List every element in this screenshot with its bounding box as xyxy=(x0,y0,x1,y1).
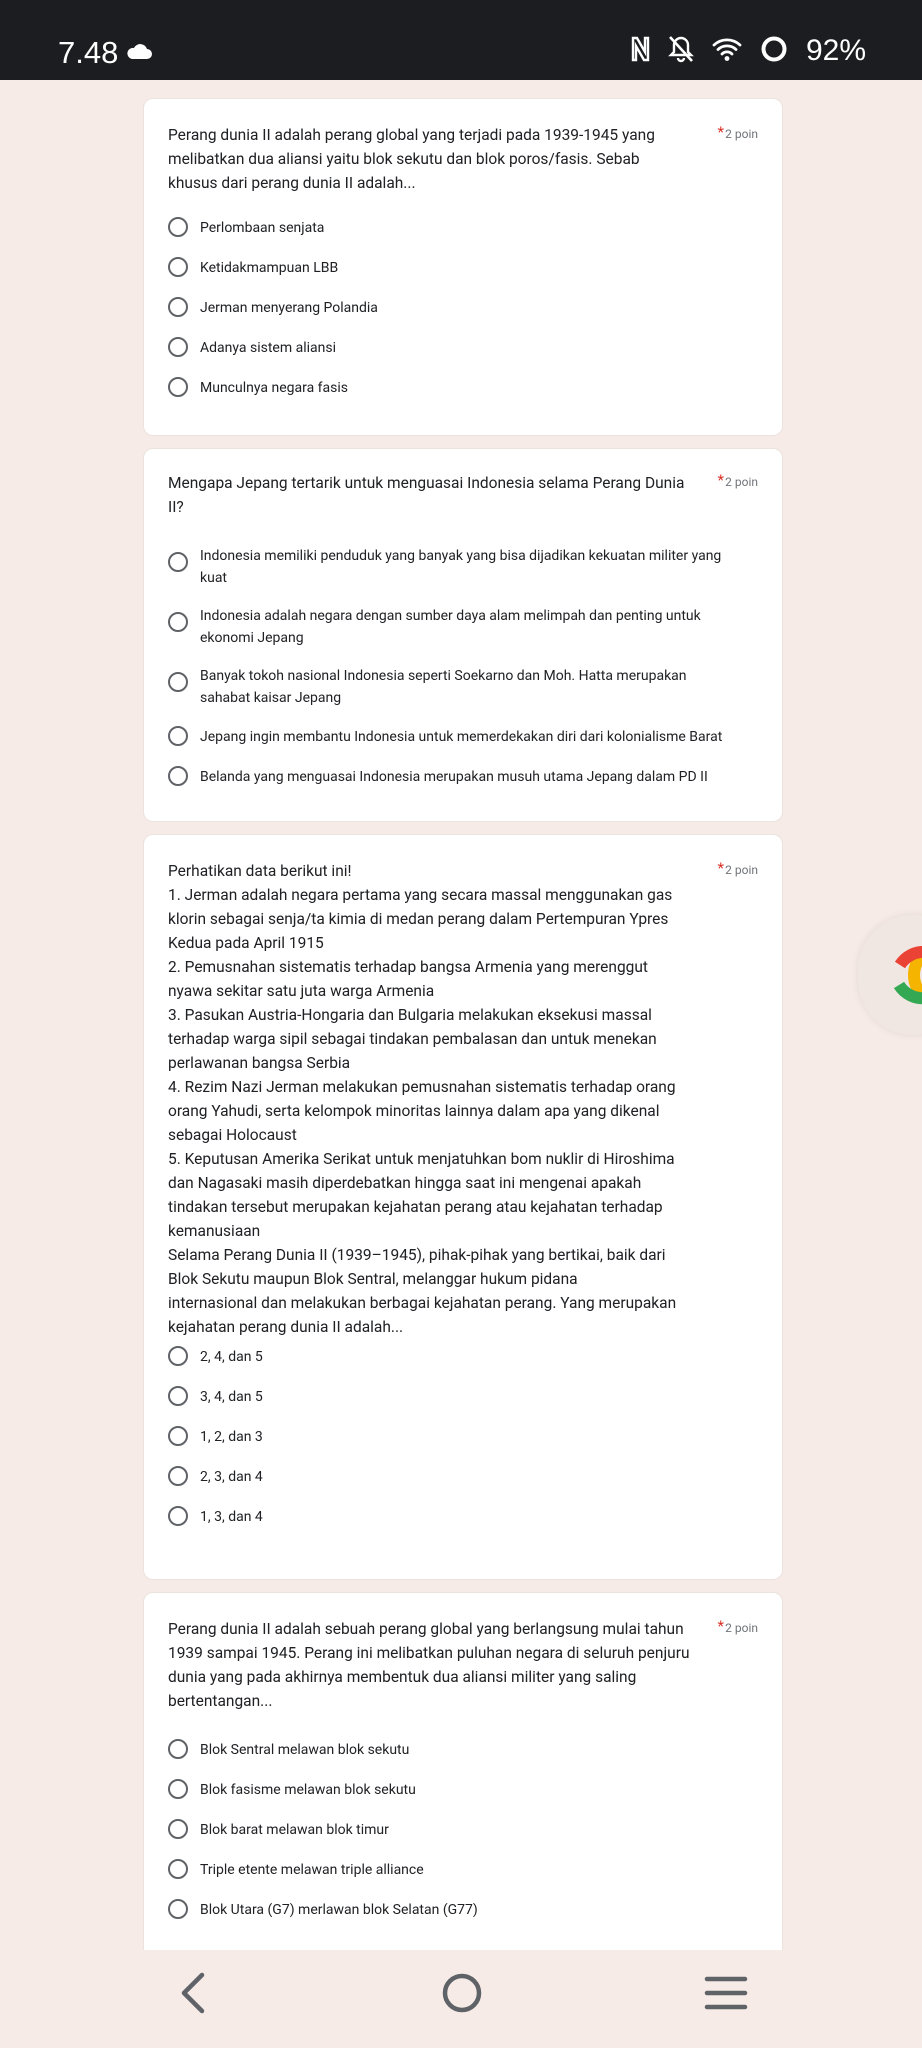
points-label: 2 poin xyxy=(725,127,758,141)
cloud-icon xyxy=(126,44,152,65)
radio-option[interactable] xyxy=(168,1899,758,1921)
radio-option[interactable] xyxy=(168,297,758,319)
option-label: Indonesia memiliki penduduk yang banyak yang bisa dijadikan kekuatan militer yang kuat xyxy=(200,548,722,586)
radio-option[interactable] xyxy=(168,1779,758,1801)
question-card xyxy=(143,448,783,822)
radio-button[interactable] xyxy=(168,297,188,317)
radio-option[interactable] xyxy=(168,1466,758,1488)
option-label: 1, 2, dan 3 xyxy=(200,1429,263,1445)
radio-button[interactable] xyxy=(168,766,188,786)
question-card xyxy=(143,98,783,436)
option-label: 1, 3, dan 4 xyxy=(200,1509,263,1525)
back-button[interactable] xyxy=(176,1972,212,2018)
radio-option[interactable] xyxy=(168,1346,758,1368)
question-text: Perang dunia II adalah perang global yang terjadi pada 1939-1945 yang melibatkan dua aliansi yaitu blok sekutu dan blok poros/fasis. Sebab khusus dari perang dunia II adalah... xyxy=(168,126,655,192)
radio-option[interactable] xyxy=(168,726,758,748)
radio-option[interactable] xyxy=(168,257,758,279)
option-label: Triple etente melawan triple alliance xyxy=(200,1862,424,1878)
option-label: Jepang ingin membantu Indonesia untuk memerdekakan diri dari kolonialisme Barat xyxy=(200,729,723,745)
question-text: Mengapa Jepang tertarik untuk menguasai Indonesia selama Perang Dunia II? xyxy=(168,474,685,516)
option-label: Belanda yang menguasai Indonesia merupakan musuh utama Jepang dalam PD II xyxy=(200,769,708,785)
radio-button[interactable] xyxy=(168,612,188,632)
option-label: Adanya sistem aliansi xyxy=(200,340,336,356)
option-label: Jerman menyerang Polandia xyxy=(200,300,378,316)
battery-percent: 92% xyxy=(805,34,866,67)
radio-button[interactable] xyxy=(168,1779,188,1799)
status-bar xyxy=(0,0,922,80)
radio-button[interactable] xyxy=(168,1899,188,1919)
points-label: 2 poin xyxy=(725,475,758,489)
radio-button[interactable] xyxy=(168,257,188,277)
radio-option[interactable] xyxy=(168,337,758,359)
radio-button[interactable] xyxy=(168,552,188,572)
points-label: 2 poin xyxy=(725,863,758,877)
question-text: Perhatikan data berikut ini! 1. Jerman adalah negara pertama yang secara massal menggunakan gas klorin sebagai senja/ta kimia di medan perang dalam Pertempuran Ypres Kedua pada April 1915 2. Pemusnahan sistematis terhadap bangsa Armenia yang merenggut nyawa sekitar satu juta warga Armenia 3. Pasukan Austria-Hongaria dan Bulgaria melakukan eksekusi massal terhadap warga sipil sebagai tindakan pembalasan dan untuk menekan perlawanan bangsa Serbia 4. Rezim Nazi Jerman melakukan pemusnahan sistematis terhadap orang orang Yahudi, serta kelompok minoritas lainnya dalam apa yang dikenal sebagai Holocaust 5. Keputusan Amerika Serikat untuk menjatuhkan bom nuklir di Hiroshima dan Nagasaki masih diperdebatkan hingga saat ini mengenai apakah tindakan tersebut merupakan kejahatan perang atau kejahatan terhadap kemanusiaan Selama Perang Dunia II (1939–1945), pihak-pihak yang bertikai, baik dari Blok Sekutu maupun Blok Sentral, melanggar hukum pidana internasional dan melakukan berbagai kejahatan perang. Yang merupakan kejahatan perang dunia II adalah... xyxy=(168,862,677,1336)
form-content[interactable] xyxy=(0,80,922,1950)
option-label: Blok barat melawan blok timur xyxy=(200,1822,389,1838)
radio-option[interactable] xyxy=(168,545,758,589)
radio-option[interactable] xyxy=(168,1386,758,1408)
radio-button[interactable] xyxy=(168,672,188,692)
radio-button[interactable] xyxy=(168,337,188,357)
notifications-off-icon xyxy=(668,35,694,68)
radio-option[interactable] xyxy=(168,217,758,239)
battery-ring-icon xyxy=(760,35,788,68)
option-label: Blok Sentral melawan blok sekutu xyxy=(200,1742,410,1758)
option-label: Blok Utara (G7) merlawan blok Selatan (G77) xyxy=(200,1902,478,1918)
home-button[interactable] xyxy=(441,1972,483,2018)
radio-button[interactable] xyxy=(168,377,188,397)
option-label: Blok fasisme melawan blok sekutu xyxy=(200,1782,416,1798)
option-label: Perlombaan senjata xyxy=(200,220,325,236)
wifi-icon xyxy=(712,36,742,67)
radio-option[interactable] xyxy=(168,665,758,709)
radio-option[interactable] xyxy=(168,1426,758,1448)
radio-button[interactable] xyxy=(168,1386,188,1406)
question-card xyxy=(143,1592,783,1950)
required-marker: * xyxy=(717,1617,724,1635)
points-label: 2 poin xyxy=(725,1621,758,1635)
radio-option[interactable] xyxy=(168,766,758,788)
radio-button[interactable] xyxy=(168,1859,188,1879)
radio-button[interactable] xyxy=(168,217,188,237)
option-label: Banyak tokoh nasional Indonesia seperti Soekarno dan Moh. Hatta merupakan sahabat kaisar Jepang xyxy=(200,668,687,706)
radio-button[interactable] xyxy=(168,1819,188,1839)
assistant-ring-icon xyxy=(880,940,922,1010)
option-label: 2, 4, dan 5 xyxy=(200,1349,263,1365)
radio-option[interactable] xyxy=(168,1506,758,1528)
radio-option[interactable] xyxy=(168,1859,758,1881)
required-marker: * xyxy=(717,123,724,141)
radio-option[interactable] xyxy=(168,1819,758,1841)
status-time: 7.48 xyxy=(58,35,119,70)
radio-button[interactable] xyxy=(168,1426,188,1446)
question-text: Perang dunia II adalah sebuah perang global yang berlangsung mulai tahun 1939 sampai 1945. Perang ini melibatkan puluhan negara di seluruh penjuru dunia yang pada akhirnya membentuk dua aliansi militer yang saling bertentangan... xyxy=(168,1620,690,1710)
required-marker: * xyxy=(717,471,724,489)
system-nav-bar xyxy=(0,1950,922,2048)
option-label: Munculnya negara fasis xyxy=(200,380,348,396)
option-label: Ketidakmampuan LBB xyxy=(200,260,339,276)
radio-option[interactable] xyxy=(168,377,758,399)
radio-button[interactable] xyxy=(168,1506,188,1526)
option-label: Indonesia adalah negara dengan sumber daya alam melimpah dan penting untuk ekonomi Jepang xyxy=(200,608,701,646)
nfc-icon xyxy=(630,36,650,67)
radio-option[interactable] xyxy=(168,605,758,649)
radio-button[interactable] xyxy=(168,1346,188,1366)
option-label: 3, 4, dan 5 xyxy=(200,1389,263,1405)
radio-option[interactable] xyxy=(168,1739,758,1761)
radio-button[interactable] xyxy=(168,1739,188,1759)
recents-menu-button[interactable] xyxy=(704,1972,748,2018)
option-label: 2, 3, dan 4 xyxy=(200,1469,263,1485)
question-card xyxy=(143,834,783,1580)
radio-button[interactable] xyxy=(168,1466,188,1486)
required-marker: * xyxy=(717,859,724,877)
radio-button[interactable] xyxy=(168,726,188,746)
